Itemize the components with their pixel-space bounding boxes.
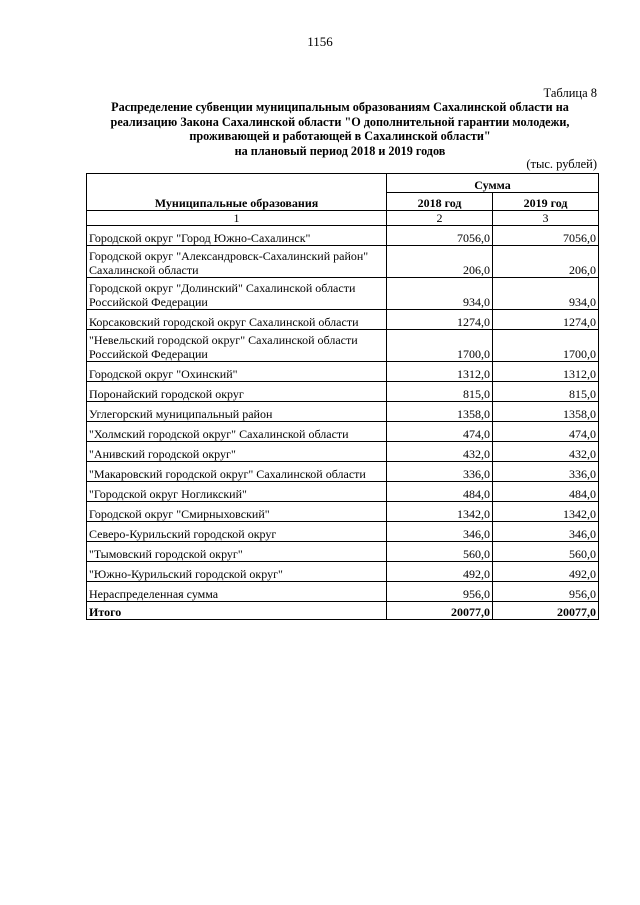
- table-row: [87, 422, 599, 442]
- value-2018: 1700,0: [387, 330, 493, 362]
- document-title: [80, 100, 600, 158]
- table-row: [87, 462, 599, 482]
- value-2018: 474,0: [387, 422, 493, 442]
- table-row: [87, 278, 599, 310]
- municipality-name: Корсаковский городской округ Сахалинской области: [87, 310, 387, 330]
- value-2019: 492,0: [493, 562, 599, 582]
- title-line: Распределение субвенции муниципальным образованиям Сахалинской области на: [111, 100, 569, 114]
- column-number-1: 1: [87, 211, 387, 226]
- value-2019: 7056,0: [493, 226, 599, 246]
- municipality-name: "Тымовский городской округ": [87, 542, 387, 562]
- table-row: [87, 502, 599, 522]
- title-line: реализацию Закона Сахалинской области "О дополнительной гарантии молодежи,: [110, 114, 570, 129]
- value-2019: 336,0: [493, 462, 599, 482]
- table-row: [87, 582, 599, 602]
- value-2019: 815,0: [493, 382, 599, 402]
- municipality-name: "Макаровский городской округ" Сахалинской области: [87, 462, 387, 482]
- value-2018: 560,0: [387, 542, 493, 562]
- municipality-name: Углегорский муниципальный район: [87, 402, 387, 422]
- value-2019: 1312,0: [493, 362, 599, 382]
- municipality-name: Поронайский городской округ: [87, 382, 387, 402]
- table-row: [87, 330, 599, 362]
- value-2018: 815,0: [387, 382, 493, 402]
- value-2019: 956,0: [493, 582, 599, 602]
- municipality-name: Городской округ "Долинский" Сахалинской области Российской Федерации: [87, 278, 387, 310]
- value-2019: 474,0: [493, 422, 599, 442]
- value-2018: 1312,0: [387, 362, 493, 382]
- header-municipality: Муниципальные образования: [87, 174, 387, 211]
- value-2019: 560,0: [493, 542, 599, 562]
- total-label: Итого: [87, 602, 387, 620]
- municipality-name: "Южно-Курильский городской округ": [87, 562, 387, 582]
- value-2018: 336,0: [387, 462, 493, 482]
- table-row: [87, 402, 599, 422]
- value-2018: 1342,0: [387, 502, 493, 522]
- header-year-2019: 2019 год: [493, 193, 599, 211]
- table-row: [87, 482, 599, 502]
- value-2018: 934,0: [387, 278, 493, 310]
- value-2019: 432,0: [493, 442, 599, 462]
- value-2019: 1342,0: [493, 502, 599, 522]
- municipality-name: Северо-Курильский городской округ: [87, 522, 387, 542]
- table-row: [87, 382, 599, 402]
- value-2018: 7056,0: [387, 226, 493, 246]
- municipality-name: "Холмский городской округ" Сахалинской области: [87, 422, 387, 442]
- value-2018: 432,0: [387, 442, 493, 462]
- column-number-3: 3: [493, 211, 599, 226]
- municipality-name: "Анивский городской округ": [87, 442, 387, 462]
- table-row: [87, 522, 599, 542]
- table-row: [87, 362, 599, 382]
- value-2018: 492,0: [387, 562, 493, 582]
- value-2018: 346,0: [387, 522, 493, 542]
- value-2019: 346,0: [493, 522, 599, 542]
- value-2019: 206,0: [493, 246, 599, 278]
- value-2019: 1358,0: [493, 402, 599, 422]
- value-2019: 934,0: [493, 278, 599, 310]
- total-row: [87, 602, 599, 620]
- municipality-name: Городской округ "Город Южно-Сахалинск": [87, 226, 387, 246]
- header-year-2018: 2018 год: [387, 193, 493, 211]
- header-sum: Сумма: [387, 174, 599, 193]
- subvention-table: [86, 173, 599, 620]
- value-2018: 206,0: [387, 246, 493, 278]
- municipality-name: Городской округ "Смирныховский": [87, 502, 387, 522]
- value-2018: 956,0: [387, 582, 493, 602]
- municipality-name: Городской округ "Охинский": [87, 362, 387, 382]
- municipality-name: Городской округ "Александровск-Сахалинский район" Сахалинской области: [87, 246, 387, 278]
- value-2019: 484,0: [493, 482, 599, 502]
- column-number-2: 2: [387, 211, 493, 226]
- total-2018: 20077,0: [387, 602, 493, 620]
- value-2019: 1700,0: [493, 330, 599, 362]
- table-row: [87, 542, 599, 562]
- value-2018: 1358,0: [387, 402, 493, 422]
- municipality-name: "Невельский городской округ" Сахалинской области Российской Федерации: [87, 330, 387, 362]
- table-row: [87, 562, 599, 582]
- table-row: [87, 246, 599, 278]
- value-2019: 1274,0: [493, 310, 599, 330]
- units-note: (тыс. рублей): [526, 157, 597, 171]
- table-row: [87, 442, 599, 462]
- value-2018: 484,0: [387, 482, 493, 502]
- table-row: [87, 226, 599, 246]
- title-line: на плановый период 2018 и 2019 годов: [234, 143, 446, 158]
- municipality-name: "Городской округ Ногликский": [87, 482, 387, 502]
- table-label: Таблица 8: [543, 86, 597, 100]
- page-number: 1156: [307, 34, 333, 49]
- title-line: проживающей и работающей в Сахалинской области": [189, 129, 491, 143]
- municipality-name: Нераспределенная сумма: [87, 582, 387, 602]
- value-2018: 1274,0: [387, 310, 493, 330]
- table-row: [87, 310, 599, 330]
- total-2019: 20077,0: [493, 602, 599, 620]
